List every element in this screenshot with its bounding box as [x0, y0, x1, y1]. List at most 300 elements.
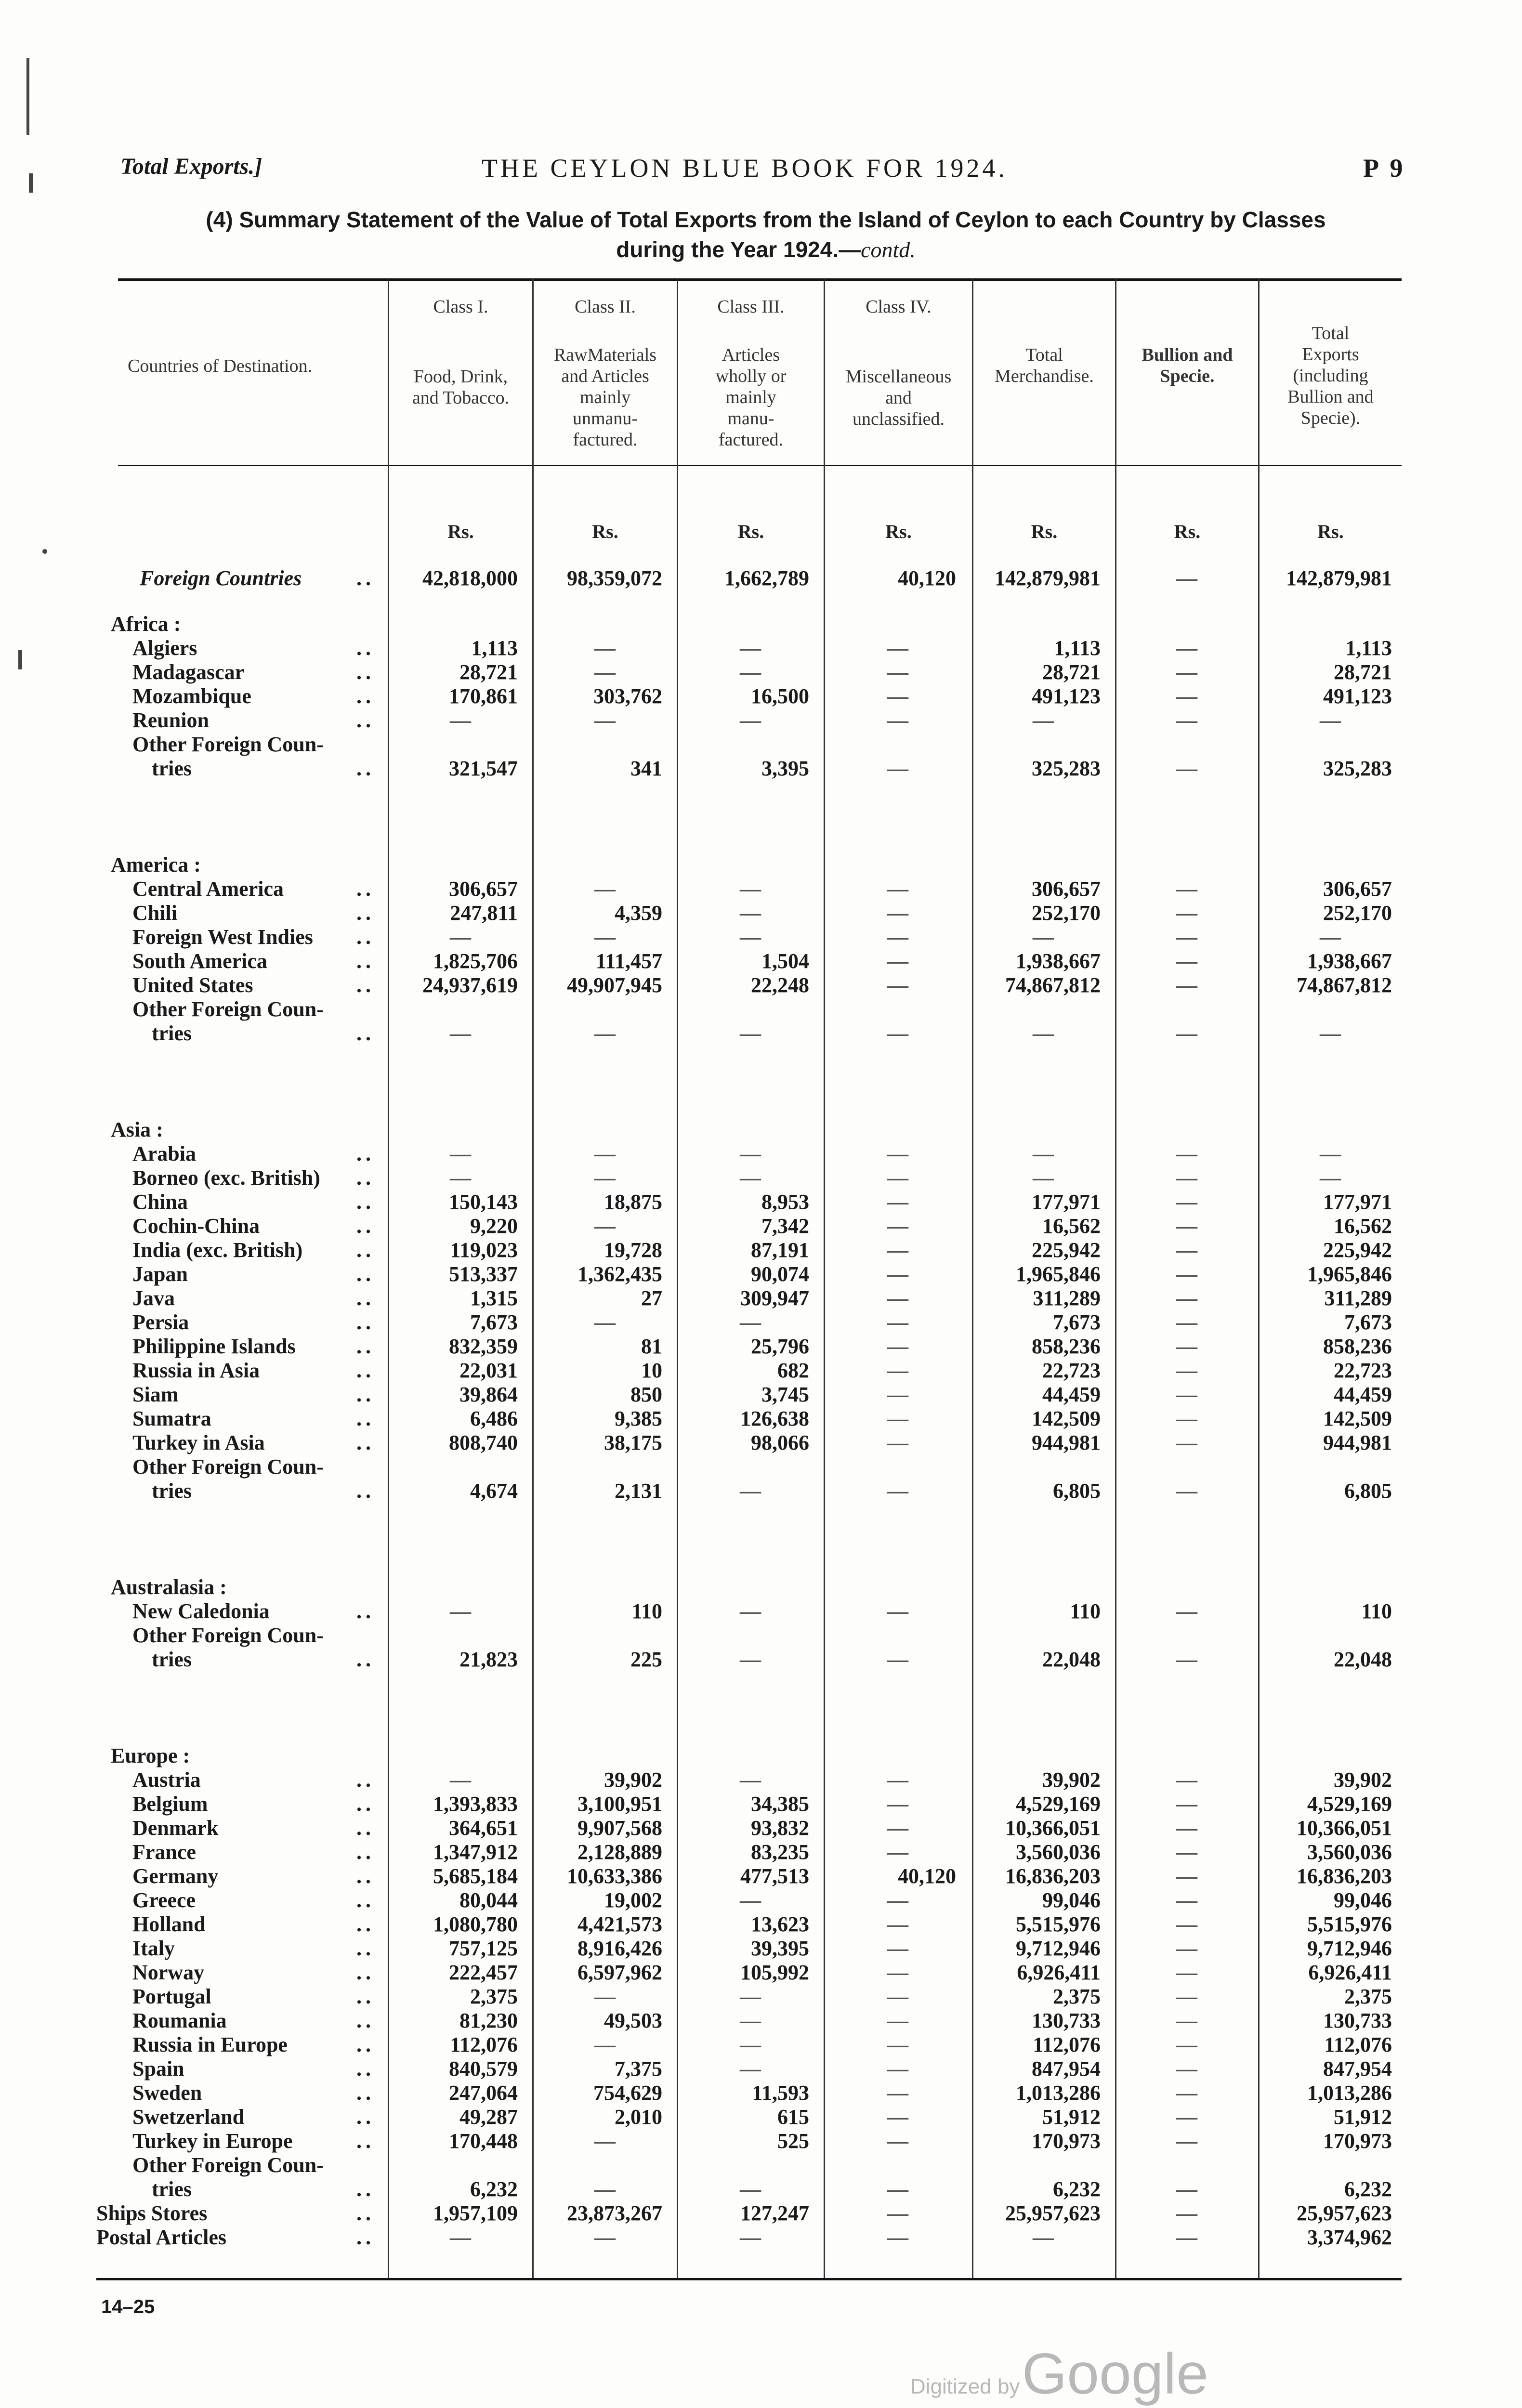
value-cell: 22,248 — [751, 973, 809, 997]
value-cell: 832,359 — [449, 1335, 518, 1358]
value-cell: 38,175 — [604, 1431, 662, 1454]
country-name: Siam — [132, 1383, 179, 1406]
empty-cell: — — [1176, 2225, 1197, 2249]
empty-cell: — — [887, 1021, 908, 1045]
table-row — [0, 566, 1522, 590]
col-bullion-header: Bullion and Specie. — [1142, 345, 1233, 386]
empty-cell: — — [1176, 1190, 1197, 1214]
table-row — [0, 1888, 1522, 1912]
empty-cell: — — [450, 1166, 471, 1190]
value-cell: 1,113 — [471, 636, 518, 660]
empty-cell: — — [887, 2009, 908, 2032]
value-cell: 364,651 — [449, 1816, 518, 1840]
empty-cell: — — [1176, 757, 1197, 780]
leader-dots: .. — [356, 877, 375, 901]
empty-cell: — — [1176, 1286, 1197, 1310]
leader-dots: .. — [356, 2081, 375, 2105]
region-heading: Africa : — [111, 612, 181, 636]
table-row — [0, 1599, 1522, 1623]
value-cell: 49,287 — [459, 2105, 518, 2129]
unit-label: Rs. — [737, 521, 764, 542]
value-cell: 808,740 — [449, 1431, 518, 1454]
col-class1-desc: Food, Drink, and Tobacco. — [412, 366, 510, 408]
empty-cell: — — [887, 1599, 908, 1623]
value-cell: 944,981 — [1032, 1431, 1101, 1454]
value-cell: 5,515,976 — [1016, 1912, 1101, 1936]
empty-cell: — — [740, 636, 761, 660]
country-name: Foreign Countries — [140, 566, 302, 590]
region-heading: Europe : — [111, 1744, 190, 1767]
empty-cell: — — [450, 1142, 471, 1165]
table-row — [0, 1864, 1522, 1888]
leader-dots: .. — [356, 1840, 375, 1864]
value-cell: 1,957,109 — [433, 2201, 518, 2225]
table-row — [0, 1238, 1522, 1262]
value-cell: 110 — [631, 1599, 662, 1623]
value-cell: 27 — [641, 1286, 662, 1310]
country-name: tries — [152, 1479, 192, 1503]
value-cell: 51,912 — [1334, 2105, 1392, 2129]
value-cell: 1,013,286 — [1307, 2081, 1392, 2105]
leader-dots: .. — [356, 1599, 375, 1623]
empty-cell: — — [1176, 660, 1197, 684]
value-cell: 22,048 — [1042, 1648, 1101, 1671]
empty-cell: — — [740, 2057, 761, 2081]
value-cell: 16,836,203 — [1297, 1864, 1392, 1888]
country-name: tries — [152, 1021, 192, 1045]
table-row — [0, 2225, 1522, 2249]
empty-cell: — — [887, 1479, 908, 1503]
table-row — [0, 1117, 1522, 1141]
leader-dots: .. — [356, 2057, 375, 2081]
value-cell: 5,685,184 — [433, 1864, 518, 1888]
value-cell: 4,359 — [615, 901, 662, 925]
country-name: Germany — [132, 1864, 219, 1888]
table-row — [0, 1575, 1522, 1599]
empty-cell: — — [594, 1214, 616, 1238]
scan-margin-mark — [18, 650, 22, 669]
country-name: Other Foreign Coun- — [132, 1455, 324, 1479]
empty-cell: — — [1176, 2009, 1197, 2032]
value-cell: 225,942 — [1323, 1238, 1392, 1262]
empty-cell: — — [1176, 2057, 1197, 2081]
country-name: Madagascar — [132, 660, 245, 684]
value-cell: 3,560,036 — [1016, 1840, 1101, 1864]
col-class4-label: Class IV. — [866, 297, 932, 317]
scan-margin-mark — [29, 173, 33, 193]
table-row — [0, 949, 1522, 973]
value-cell: 24,937,619 — [422, 973, 518, 997]
leader-dots: .. — [356, 2009, 375, 2032]
leader-dots: .. — [356, 925, 375, 949]
unit-label: Rs. — [592, 521, 618, 542]
value-cell: 39,902 — [604, 1768, 662, 1792]
table-row — [0, 1960, 1522, 1984]
value-cell: 325,283 — [1323, 757, 1392, 780]
value-cell: 1,393,833 — [433, 1792, 518, 1816]
value-cell: 1,315 — [470, 1286, 518, 1310]
leader-dots: .. — [356, 1792, 375, 1816]
value-cell: 16,500 — [751, 684, 809, 708]
table-row — [0, 1214, 1522, 1238]
leader-dots: .. — [356, 1961, 375, 1984]
empty-cell: — — [1033, 1142, 1054, 1165]
empty-cell: — — [1176, 1262, 1197, 1286]
empty-cell: — — [594, 2225, 616, 2249]
empty-cell: — — [1176, 566, 1197, 590]
value-cell: 19,002 — [604, 1888, 662, 1912]
leader-dots: .. — [356, 1985, 375, 2008]
empty-cell: — — [740, 1888, 761, 1912]
value-cell: 325,283 — [1032, 757, 1101, 780]
value-cell: 16,562 — [1042, 1214, 1101, 1238]
country-name: Sumatra — [132, 1407, 211, 1430]
table-row — [0, 997, 1522, 1021]
table-row — [0, 1021, 1522, 1045]
value-cell: 49,907,945 — [567, 973, 662, 997]
value-cell: 3,560,036 — [1307, 1840, 1392, 1864]
empty-cell: — — [740, 1310, 761, 1334]
leader-dots: .. — [356, 1431, 375, 1454]
bottom-rule — [96, 2278, 1402, 2280]
table-row — [0, 2153, 1522, 2177]
value-cell: 40,120 — [898, 566, 956, 590]
empty-cell: — — [887, 2081, 908, 2105]
table-row — [0, 1984, 1522, 2008]
empty-cell: — — [594, 1310, 616, 1334]
empty-cell: — — [1176, 877, 1197, 901]
empty-cell: — — [594, 1142, 616, 1165]
value-cell: 83,235 — [751, 1840, 809, 1864]
empty-cell: — — [887, 1840, 908, 1864]
unit-label: Rs. — [1317, 521, 1344, 542]
table-title-line1: (4) Summary Statement of the Value of Total Exports from the Island of Ceylon to each Country by Classes — [206, 207, 1326, 232]
country-name: Belgium — [132, 1792, 208, 1816]
value-cell: 252,170 — [1323, 901, 1392, 925]
value-cell: 8,953 — [761, 1190, 809, 1214]
country-name: Holland — [132, 1912, 206, 1936]
value-cell: 74,867,812 — [1297, 973, 1392, 997]
leader-dots: .. — [356, 1648, 375, 1671]
value-cell: 49,503 — [604, 2009, 662, 2032]
value-cell: 1,113 — [1345, 636, 1392, 660]
empty-cell: — — [740, 1479, 761, 1503]
empty-cell: — — [887, 708, 908, 732]
value-cell: 142,879,981 — [995, 566, 1101, 590]
value-cell: 513,337 — [449, 1262, 518, 1286]
col-class4-desc: Miscellaneous and unclassified. — [845, 366, 952, 429]
empty-cell: — — [740, 901, 761, 925]
country-name: Italy — [132, 1937, 175, 1960]
leader-dots: .. — [356, 684, 375, 708]
empty-cell: — — [740, 1648, 761, 1671]
value-cell: 477,513 — [740, 1864, 809, 1888]
leader-dots: .. — [356, 1768, 375, 1792]
country-name: Foreign West Indies — [132, 925, 313, 949]
leader-dots: .. — [356, 1912, 375, 1936]
value-cell: 25,957,623 — [1297, 2201, 1392, 2225]
country-name: Russia in Europe — [132, 2033, 288, 2056]
table-row — [0, 1406, 1522, 1430]
value-cell: 39,395 — [751, 1937, 809, 1960]
country-name: Greece — [132, 1888, 196, 1912]
value-cell: 321,547 — [449, 757, 518, 780]
leader-dots: .. — [356, 660, 375, 684]
leader-dots: .. — [356, 1021, 375, 1045]
value-cell: 22,048 — [1334, 1648, 1392, 1671]
country-name: Mozambique — [132, 684, 251, 708]
empty-cell: — — [740, 2009, 761, 2032]
empty-cell: — — [1176, 1310, 1197, 1334]
value-cell: 306,657 — [449, 877, 518, 901]
value-cell: 7,673 — [1053, 1310, 1101, 1334]
value-cell: 170,973 — [1032, 2129, 1101, 2153]
value-cell: 6,597,962 — [577, 1961, 662, 1984]
empty-cell: — — [1176, 1021, 1197, 1045]
empty-cell: — — [1176, 1961, 1197, 1984]
table-row — [0, 1479, 1522, 1503]
value-cell: 1,362,435 — [577, 1262, 662, 1286]
empty-cell: — — [887, 1912, 908, 1936]
value-cell: 525 — [777, 2129, 809, 2153]
empty-cell: — — [887, 2177, 908, 2201]
unit-label: Rs. — [1031, 521, 1058, 542]
value-cell: 39,902 — [1334, 1768, 1392, 1792]
country-name: Other Foreign Coun- — [132, 2153, 324, 2177]
country-name: India (exc. British) — [132, 1238, 303, 1262]
value-cell: 6,926,411 — [1308, 1961, 1392, 1984]
unit-label: Rs. — [447, 521, 474, 542]
value-cell: 10,633,386 — [567, 1864, 662, 1888]
leader-dots: .. — [356, 566, 375, 590]
empty-cell: — — [1176, 1985, 1197, 2008]
value-cell: 252,170 — [1032, 901, 1101, 925]
value-cell: 22,723 — [1334, 1359, 1392, 1382]
scan-margin-mark — [26, 58, 29, 135]
empty-cell: — — [887, 973, 908, 997]
value-cell: 44,459 — [1042, 1383, 1101, 1406]
value-cell: 25,957,623 — [1005, 2201, 1101, 2225]
value-cell: 7,673 — [470, 1310, 518, 1334]
leader-dots: .. — [356, 1383, 375, 1406]
table-row — [0, 1743, 1522, 1767]
table-row — [0, 1286, 1522, 1310]
value-cell: 21,823 — [459, 1648, 518, 1671]
leader-dots: .. — [356, 757, 375, 780]
value-cell: 10 — [641, 1359, 662, 1382]
country-name: Sweden — [132, 2081, 202, 2105]
value-cell: 127,247 — [740, 2201, 809, 2225]
value-cell: 4,529,169 — [1016, 1792, 1101, 1816]
value-cell: 142,509 — [1323, 1407, 1392, 1430]
table-row — [0, 1623, 1522, 1647]
value-cell: 87,191 — [751, 1238, 809, 1262]
table-row — [0, 1165, 1522, 1190]
leader-dots: .. — [356, 1142, 375, 1165]
table-row — [0, 2105, 1522, 2129]
empty-cell: — — [1176, 1864, 1197, 1888]
empty-cell: — — [887, 2033, 908, 2056]
table-row — [0, 1816, 1522, 1840]
value-cell: 80,044 — [459, 1888, 518, 1912]
empty-cell: — — [887, 877, 908, 901]
value-cell: 341 — [630, 757, 662, 780]
country-name: Portugal — [132, 1985, 211, 2008]
empty-cell: — — [1176, 1792, 1197, 1816]
col-class2-label: Class II. — [575, 297, 636, 317]
leader-dots: .. — [356, 2177, 375, 2201]
leader-dots: .. — [356, 1214, 375, 1238]
country-name: France — [132, 1840, 196, 1864]
value-cell: 2,375 — [1344, 1985, 1392, 2008]
value-cell: 7,342 — [761, 1214, 809, 1238]
empty-cell: — — [887, 1383, 908, 1406]
empty-cell: — — [740, 2177, 761, 2201]
empty-cell: — — [1033, 708, 1054, 732]
country-name: South America — [132, 949, 267, 973]
value-cell: 3,374,962 — [1307, 2225, 1392, 2249]
value-cell: 7,673 — [1344, 1310, 1392, 1334]
value-cell: 28,721 — [1334, 660, 1392, 684]
unit-label: Rs. — [885, 521, 912, 542]
table-row — [0, 636, 1522, 660]
scan-margin-mark — [42, 549, 47, 554]
country-name: Austria — [132, 1768, 201, 1792]
empty-cell: — — [740, 925, 761, 949]
empty-cell: — — [1176, 1599, 1197, 1623]
printer-code: 14–25 — [101, 2296, 155, 2317]
empty-cell: — — [887, 925, 908, 949]
region-heading: America : — [111, 853, 201, 877]
empty-cell: — — [1176, 1238, 1197, 1262]
country-name: Philippine Islands — [132, 1335, 296, 1358]
value-cell: 16,562 — [1334, 1214, 1392, 1238]
leader-dots: .. — [356, 1479, 375, 1503]
empty-cell: — — [887, 1937, 908, 1960]
empty-cell: — — [450, 925, 471, 949]
empty-cell: — — [1176, 1840, 1197, 1864]
table-row — [0, 2129, 1522, 2153]
country-name: Algiers — [132, 636, 197, 660]
empty-cell: — — [1320, 925, 1341, 949]
region-heading: Asia : — [111, 1118, 163, 1141]
empty-cell: — — [887, 636, 908, 660]
value-cell: 1,662,789 — [724, 566, 809, 590]
empty-cell: — — [887, 1648, 908, 1671]
empty-cell: — — [740, 1599, 761, 1623]
empty-cell: — — [740, 1142, 761, 1165]
value-cell: 39,864 — [459, 1383, 518, 1406]
value-cell: 840,579 — [449, 2057, 518, 2081]
value-cell: 1,080,780 — [433, 1912, 518, 1936]
col-class1-label: Class I. — [433, 297, 488, 317]
empty-cell: — — [594, 1166, 616, 1190]
empty-cell: — — [887, 2129, 908, 2153]
empty-cell: — — [887, 1190, 908, 1214]
empty-cell: — — [887, 684, 908, 708]
value-cell: 1,965,846 — [1307, 1262, 1392, 1286]
table-row — [0, 708, 1522, 732]
empty-cell: — — [594, 1021, 616, 1045]
country-name: Postal Articles — [96, 2225, 227, 2249]
value-cell: 682 — [777, 1359, 809, 1382]
table-row — [0, 1840, 1522, 1864]
empty-cell: — — [887, 949, 908, 973]
empty-cell: — — [887, 1310, 908, 1334]
empty-cell: — — [1033, 1021, 1054, 1045]
table-row — [0, 1310, 1522, 1334]
value-cell: 847,954 — [1032, 2057, 1101, 2081]
empty-cell: — — [1176, 2033, 1197, 2056]
leader-dots: .. — [356, 1166, 375, 1190]
value-cell: 25,796 — [751, 1335, 809, 1358]
empty-cell: — — [887, 1816, 908, 1840]
value-cell: 170,973 — [1323, 2129, 1392, 2153]
value-cell: 28,721 — [459, 660, 518, 684]
empty-cell: — — [594, 2177, 616, 2201]
table-row — [0, 1647, 1522, 1671]
table-row — [0, 877, 1522, 901]
value-cell: 81,230 — [459, 2009, 518, 2032]
empty-cell: — — [1176, 973, 1197, 997]
value-cell: 615 — [777, 2105, 809, 2129]
value-cell: 10,366,051 — [1297, 1816, 1392, 1840]
table-row — [0, 1141, 1522, 1165]
leader-dots: .. — [356, 1190, 375, 1214]
top-rule — [118, 278, 1402, 281]
value-cell: 754,629 — [593, 2081, 662, 2105]
country-name: Spain — [132, 2057, 184, 2081]
table-row — [0, 1936, 1522, 1960]
value-cell: 6,805 — [1053, 1479, 1101, 1503]
empty-cell: — — [594, 660, 616, 684]
empty-cell: — — [887, 2225, 908, 2249]
country-name: tries — [152, 1648, 192, 1671]
empty-cell: — — [740, 1985, 761, 2008]
empty-cell: — — [1176, 1816, 1197, 1840]
country-name: China — [132, 1190, 188, 1214]
table-row — [0, 973, 1522, 997]
empty-cell: — — [594, 636, 616, 660]
empty-cell: — — [1176, 1214, 1197, 1238]
value-cell: 13,623 — [751, 1912, 809, 1936]
country-name: Japan — [132, 1262, 188, 1286]
value-cell: 847,954 — [1323, 2057, 1392, 2081]
table-row — [0, 756, 1522, 780]
value-cell: 491,123 — [1323, 684, 1392, 708]
empty-cell: — — [450, 1768, 471, 1792]
empty-cell: — — [887, 1792, 908, 1816]
empty-cell: — — [1176, 2129, 1197, 2153]
leader-dots: .. — [356, 949, 375, 973]
value-cell: 4,421,573 — [577, 1912, 662, 1936]
value-cell: 2,131 — [615, 1479, 662, 1503]
table-row — [0, 1792, 1522, 1816]
table-row — [0, 2056, 1522, 2081]
empty-cell: — — [887, 1888, 908, 1912]
table-row — [0, 1454, 1522, 1479]
country-name: Borneo (exc. British) — [132, 1166, 320, 1190]
empty-cell: — — [450, 1021, 471, 1045]
value-cell: 170,448 — [449, 2129, 518, 2153]
col-total-merch-header: Total Merchandise. — [995, 345, 1094, 386]
leader-dots: .. — [356, 2129, 375, 2153]
value-cell: 119,023 — [450, 1238, 518, 1262]
leader-dots: .. — [356, 1238, 375, 1262]
empty-cell: — — [740, 2033, 761, 2056]
country-name: Cochin-China — [132, 1214, 260, 1238]
region-heading: Australasia : — [111, 1575, 227, 1599]
